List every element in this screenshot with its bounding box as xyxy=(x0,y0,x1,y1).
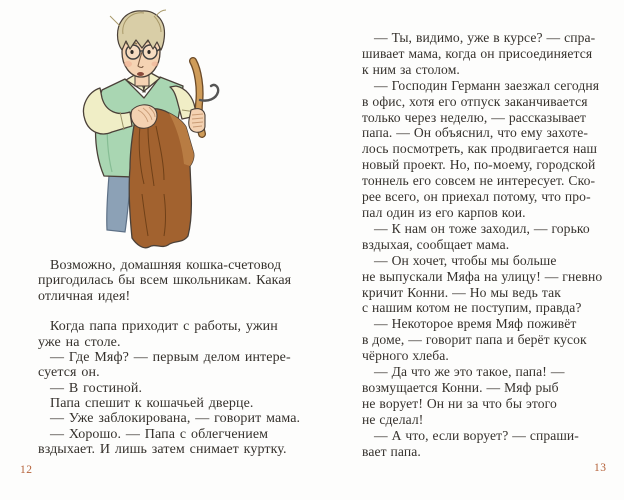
cheek-blush xyxy=(124,61,132,67)
text-line: — Хорошо. — Папа с облегчением xyxy=(38,426,269,442)
mouth xyxy=(137,72,144,76)
text-line: отличная идея! xyxy=(38,288,131,304)
text-line: шивает мама, когда он присоединяется xyxy=(362,45,593,61)
page-number-left: 12 xyxy=(20,464,33,476)
text-line xyxy=(38,304,320,319)
left-page-text xyxy=(38,258,320,457)
text-line: к ним за столом. xyxy=(362,61,460,77)
right-page xyxy=(312,0,624,500)
text-line: тоннель его совсем не интересует. Ско- xyxy=(362,173,596,189)
father-coat-illustration xyxy=(56,4,268,252)
text-line: лось посмотреть, как продвигается наш xyxy=(362,141,598,157)
text-line: — Где Мяф? — первым делом интере- xyxy=(38,350,291,366)
text-line: — Он хочет, чтобы мы больше xyxy=(362,252,557,268)
text-line: возмущается Конни. — Мяф рыб xyxy=(362,379,559,395)
text-line: не сделал! xyxy=(362,411,424,427)
text-line: суется он. xyxy=(38,365,100,381)
text-line: пал один из его карпов кои. xyxy=(362,204,526,220)
text-line: — Господин Германн заезжал сегодня xyxy=(362,77,600,93)
text-line: — В гостиной. xyxy=(38,380,143,396)
text-line: — К нам он тоже заходил, — горько xyxy=(362,220,590,236)
text-line: в офис, хотя его отпуск заканчивается xyxy=(362,93,588,109)
hair xyxy=(118,11,165,50)
text-line: — Да что же это такое, папа! — xyxy=(362,364,565,380)
cheek-blush xyxy=(152,62,159,67)
page-number-right: 13 xyxy=(594,462,607,474)
text-line: кричит Конни. — Но мы ведь так xyxy=(362,284,561,300)
text-line: в доме, — говорит папа и берёт кусок xyxy=(362,332,587,348)
text-line: Возможно, домашняя кошка-счетовод xyxy=(38,258,282,273)
right-hand xyxy=(189,109,205,133)
text-line: — Некоторое время Мяф поживёт xyxy=(362,316,577,332)
text-line: чёрного хлеба. xyxy=(362,348,449,364)
text-line: рее всего, он приехал потому, что про- xyxy=(362,189,591,205)
text-line: — Уже заблокирована, — говорит мама. xyxy=(38,411,301,427)
text-line: новый проект. Но, по-моему, городской xyxy=(362,157,596,173)
text-line: вздыхая, сообщает мама. xyxy=(362,236,510,252)
text-line: пригодилась бы всем школьникам. Какая xyxy=(38,273,292,289)
text-line: папа. — Он объяснил, что ему захоте- xyxy=(362,125,588,141)
text-line: не выпускали Мяфа на улицу! — гневно xyxy=(362,268,603,284)
text-line: не ворует! Он ни за что бы этого xyxy=(362,395,557,411)
text-line: уже на столе. xyxy=(38,334,121,350)
man-figure xyxy=(83,10,218,248)
right-page-text xyxy=(362,30,612,459)
text-line: вздыхает. И лишь затем снимает куртку. xyxy=(38,442,287,458)
text-line: с нашим котом не поступим, правда? xyxy=(362,300,582,316)
text-line: Когда папа приходит с работы, ужин xyxy=(38,319,278,335)
text-line: вает папа. xyxy=(362,443,421,459)
text-line: — Ты, видимо, уже в курсе? — спра- xyxy=(362,30,596,45)
brown-coat xyxy=(129,109,194,248)
text-line: только через неделю, — рассказывает xyxy=(362,109,587,125)
text-line: Папа спешит к кошачьей дверце. xyxy=(38,396,254,412)
text-line: — А что, если ворует? — спраши- xyxy=(362,427,579,443)
father-illustration-svg xyxy=(56,4,268,252)
